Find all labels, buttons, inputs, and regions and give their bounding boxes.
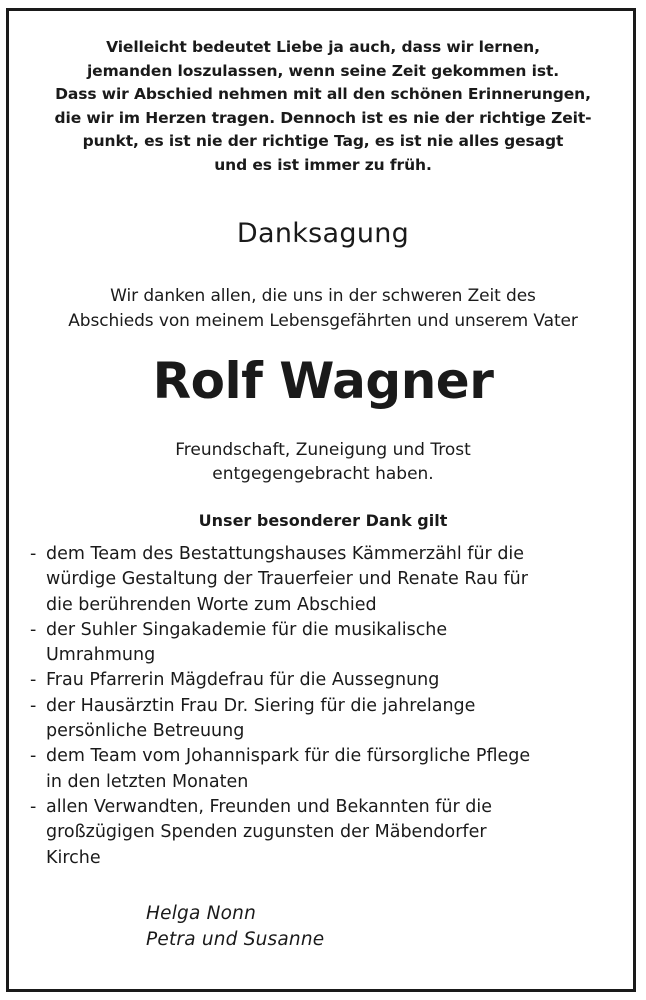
intro-line: Abschieds von meinem Lebensgefährten und unserem Vater: [68, 311, 578, 331]
list-item: [30, 668, 630, 693]
list-item: [30, 744, 630, 795]
thanks-heading: Unser besonderer Dank gilt: [198, 511, 448, 530]
list-item-line: dem Team des Bestattungshauses Kämmerzähl für die: [46, 544, 525, 564]
list-item-line: in den letzten Monaten: [46, 771, 249, 792]
list-item-line: allen Verwandten, Freunden und Bekannten für die: [46, 796, 492, 817]
list-item: [30, 618, 630, 669]
list-item-line: würdige Gestaltung der Trauerfeier und Renate Rau für: [46, 569, 528, 590]
list-dash: -: [30, 695, 37, 716]
list-item: [30, 795, 630, 871]
list-item-line: großzügigen Spenden zugunsten der Mäbendorfer: [46, 822, 487, 843]
list-dash: -: [30, 544, 37, 564]
list-item-line: der Hausärztin Frau Dr. Siering für die jahrelange: [46, 695, 476, 716]
list-dash: -: [30, 746, 37, 767]
poem-line: die wir im Herzen tragen. Dennoch ist es nie der richtige Zeit-: [54, 108, 592, 127]
list-item: [30, 542, 630, 618]
list-item-line: die berührenden Worte zum Abschied: [46, 594, 377, 615]
poem-line: Dass wir Abschied nehmen mit all den schönen Erinnerungen,: [55, 85, 591, 104]
list-dash: -: [30, 796, 37, 817]
intro-line: Wir danken allen, die uns in der schweren Zeit des: [110, 286, 536, 306]
list-item-line: Umrahmung: [46, 645, 156, 666]
deceased-name: Rolf Wagner: [152, 352, 494, 410]
signature-block: [146, 901, 324, 953]
list-item-line: der Suhler Singakademie für die musikalische: [46, 619, 448, 640]
poem: [0, 36, 646, 178]
support-line: Freundschaft, Zuneigung und Trost: [175, 440, 471, 460]
list-item-line: persönliche Betreuung: [46, 721, 245, 742]
list-item-line: dem Team vom Johannispark für die fürsorgliche Pflege: [46, 746, 531, 767]
list-item-line: Frau Pfarrerin Mägdefrau für die Aussegnung: [46, 670, 440, 691]
signature-line: Petra und Susanne: [146, 929, 325, 950]
list-item: [30, 694, 630, 745]
support-text: [0, 438, 646, 486]
list-dash: -: [30, 619, 37, 640]
poem-line: Vielleicht bedeutet Liebe ja auch, dass wir lernen,: [106, 38, 540, 56]
intro-text: [0, 284, 646, 334]
notice-heading: Danksagung: [236, 218, 410, 249]
list-dash: -: [30, 670, 37, 691]
poem-line: jemanden loszulassen, wenn seine Zeit gekommen ist.: [86, 61, 560, 80]
poem-line: punkt, es ist nie der richtige Tag, es ist nie alles gesagt: [82, 132, 564, 151]
support-line: entgegengebracht haben.: [212, 464, 434, 484]
list-item-line: Kirche: [46, 847, 101, 868]
thanks-list: [30, 542, 630, 871]
poem-line: und es ist immer zu früh.: [214, 155, 432, 174]
signature-line: Helga Nonn: [146, 903, 257, 924]
